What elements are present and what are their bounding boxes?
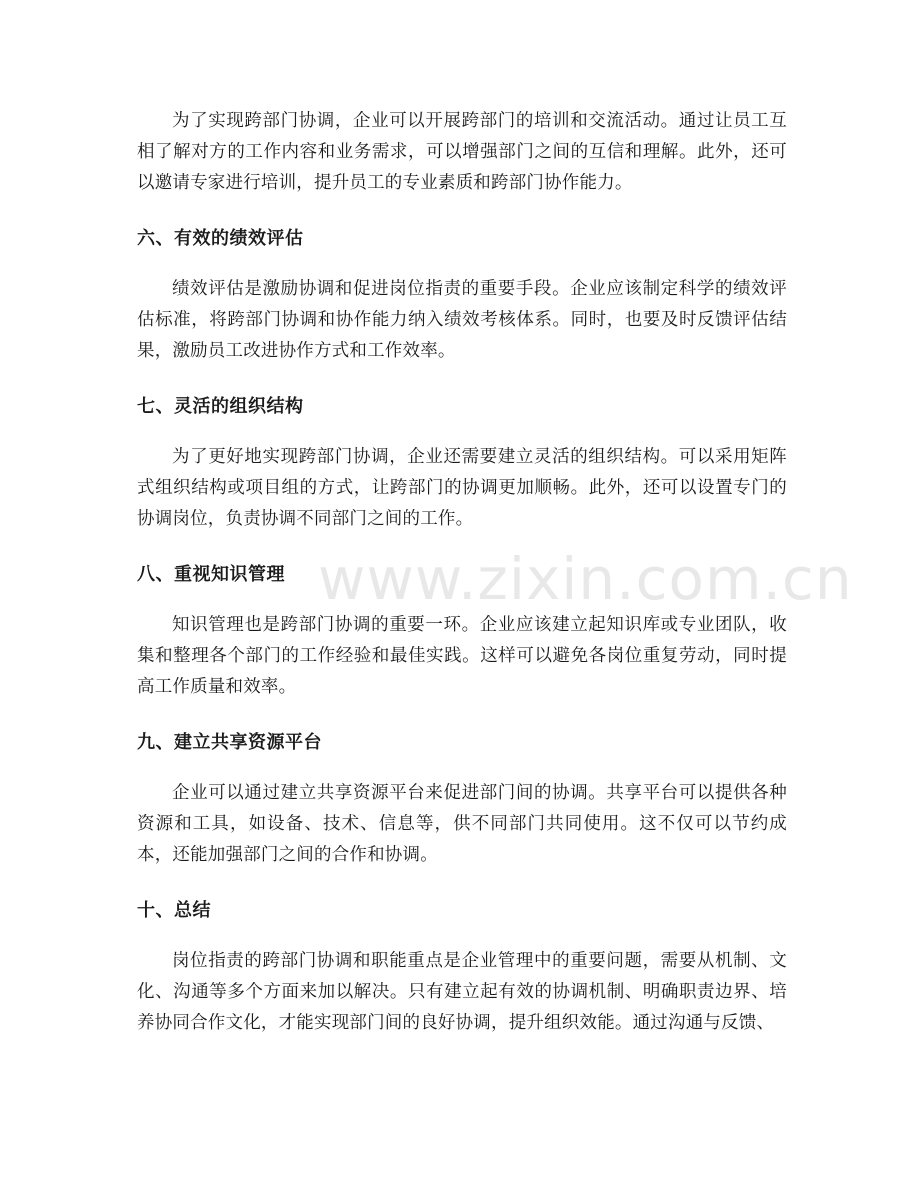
heading-section-9: 九、建立共享资源平台 xyxy=(137,732,322,753)
paragraph-section-9: 企业可以通过建立共享资源平台来促进部门间的协调。共享平台可以提供各种资源和工具，如设备、技术、信息等，供不同部门共同使用。这不仅可以节约成本，还能加强部门之间的合作和协调。 xyxy=(137,783,787,865)
paragraph-intro: 为了实现跨部门协调，企业可以开展跨部门的培训和交流活动。通过让员工互相了解对方的工作内容和业务需求，可以增强部门之间的互信和理解。此外，还可以邀请专家进行培训，提升员工的专业素质和跨部门协作能力。 xyxy=(137,111,787,193)
paragraph-section-7: 为了更好地实现跨部门协调，企业还需要建立灵活的组织结构。可以采用矩阵式组织结构或项目组的方式，让跨部门的协调更加顺畅。此外，还可以设置专门的协调岗位，负责协调不同部门之间的工作。 xyxy=(137,447,787,529)
paragraph-section-6: 绩效评估是激励协调和促进岗位指责的重要手段。企业应该制定科学的绩效评估标准，将跨部门协调和协作能力纳入绩效考核体系。同时，也要及时反馈评估结果，激励员工改进协作方式和工作效率。 xyxy=(137,279,787,361)
heading-section-10: 十、总结 xyxy=(137,900,211,921)
heading-section-8: 八、重视知识管理 xyxy=(137,564,285,585)
watermark-text: www.zixin.com.cn xyxy=(318,545,853,613)
document-body xyxy=(137,106,787,1039)
heading-section-7: 七、灵活的组织结构 xyxy=(137,396,304,417)
paragraph-section-10: 岗位指责的跨部门协调和职能重点是企业管理中的重要问题，需要从机制、文化、沟通等多个方面来加以解决。只有建立起有效的协调机制、明确职责边界、培养协同合作文化，才能实现部门间的良好协调，提升组织效能。通过沟通与反馈、 xyxy=(137,951,787,1033)
paragraph-section-8: 知识管理也是跨部门协调的重要一环。企业应该建立起知识库或专业团队，收集和整理各个部门的工作经验和最佳实践。这样可以避免各岗位重复劳动，同时提高工作质量和效率。 xyxy=(137,615,787,697)
heading-section-6: 六、有效的绩效评估 xyxy=(137,228,304,249)
